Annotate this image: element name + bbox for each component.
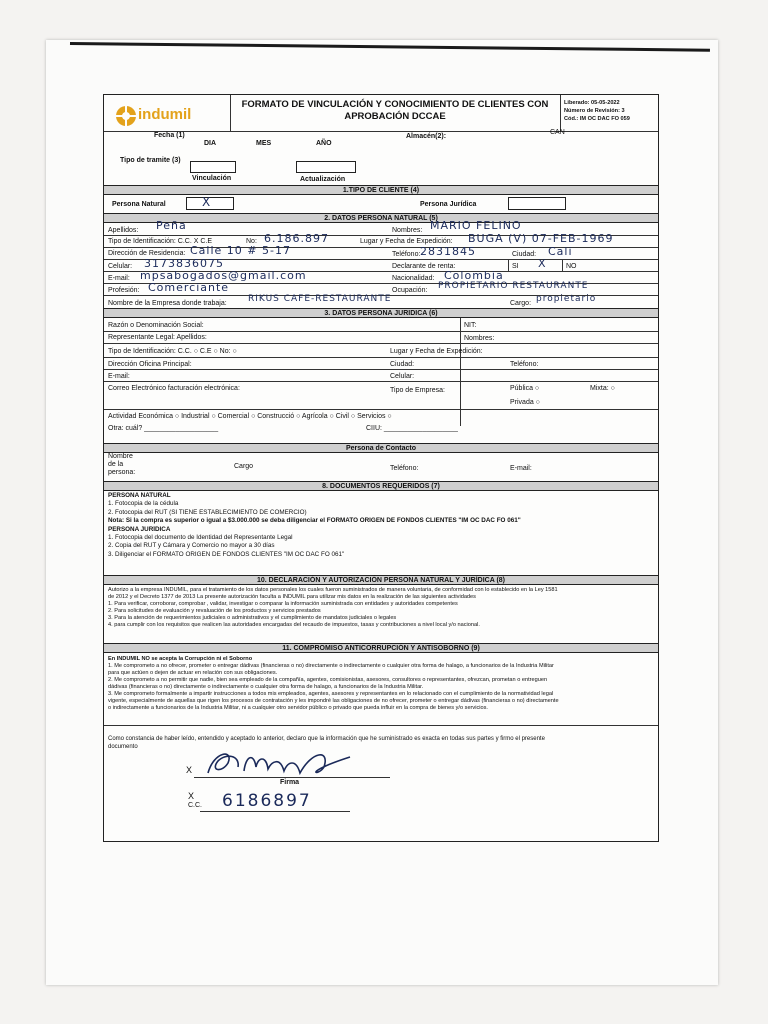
declaracion-line: de 2012 y el Decreto 1377 de 2013 La presente autorización faculta a INDUMIL para utilizar mis datos en la realización de las siguientes actividades [108, 594, 476, 600]
title-line-1: FORMATO DE VINCULACIÓN Y CONOCIMIENTO DE CLIENTES CON [241, 99, 549, 110]
direccion-label: Dirección de Residencia: [108, 250, 186, 257]
divider [104, 247, 658, 248]
cargo-value[interactable]: propietario [536, 294, 597, 304]
juridica-email-label: E-mail: [108, 373, 130, 380]
divider [230, 95, 231, 131]
ciudad-label: Ciudad: [512, 251, 537, 258]
lugar-value[interactable]: BUGA (V) 07-FEB-1969 [468, 232, 614, 245]
contacto-cargo-label: Cargo [234, 463, 254, 470]
email-label: E-mail: [108, 275, 130, 282]
section-persona-natural: 2. DATOS PERSONA NATURAL (5) [104, 213, 658, 223]
celular-value[interactable]: 3173836075 [144, 257, 224, 270]
nacionalidad-value[interactable]: Colombia [444, 269, 504, 282]
ocupacion-value[interactable]: PROPIETARIO RESTAURANTE [438, 281, 589, 291]
documento-item: Nota: Si la compra es superior o igual a $3.000.000 se deba diligenciar el FORMATO ORIGEN DE FONDOS CLIENTES "IM OC DAC FO 061" [108, 517, 521, 525]
vinculacion-checkbox[interactable] [190, 161, 236, 173]
actividad-economica-options[interactable]: Actividad Económica ○ Industrial ○ Comercial ○ Construcció ○ Agrícola ○ Civil ○ Servicios ○ [108, 413, 392, 420]
constancia-line-2: documento [108, 744, 138, 750]
nombres-value[interactable]: MARIO FELINO [430, 219, 522, 232]
juridica-lugar-label: Lugar y Fecha de Expedición: [390, 348, 483, 355]
compromiso-line: o indirectamente a funcionarios de la Industria Militar, ni a cualquier otro servidor público o privado que pueda influir en la compra de bienes y/o servicios. [108, 705, 488, 711]
section-declaracion: 10. DECLARACIÓN Y AUTORIZACIÓN PERSONA NATURAL Y JURÍDICA (8) [104, 575, 658, 585]
meta-codigo: Cód.: IM OC DAC FO 059 [564, 116, 630, 122]
document-meta [564, 99, 630, 123]
ano-label: AÑO [316, 140, 332, 147]
divider [104, 369, 658, 370]
persona-juridica-label: Persona Jurídica [420, 201, 477, 208]
compromiso-text [108, 656, 654, 712]
no-label: No: [246, 238, 257, 245]
fecha-label: Fecha (1) [154, 132, 185, 139]
divider [104, 381, 658, 382]
section-compromiso: 11. COMPROMISO ANTICORRUPCIÓN Y ANTISOBORNO (9) [104, 643, 658, 653]
declaracion-line: 2. Para solicitudes de evaluación y revaluación de los productos y servicios prestados [108, 608, 321, 614]
renta-label: Declarante de renta: [392, 263, 456, 270]
divider [104, 357, 658, 358]
representante-nombres-label: Nombres: [464, 335, 495, 342]
constancia-line-1: Como constancia de haber leído, entendido y aceptado lo anterior, declaro que la información que he suministrado es exacta en todas sus partes y firmo el presente [108, 736, 545, 742]
divider [508, 259, 509, 271]
juridica-celular-label: Celular: [390, 373, 415, 380]
nombres-label: Nombres: [392, 227, 423, 234]
ciudad-value[interactable]: Cali [548, 245, 573, 258]
profesion-label: Profesión: [108, 287, 140, 294]
direccion-value[interactable]: Calle 10 # 5-17 [190, 244, 291, 257]
telefono-label: Teléfono: [392, 251, 421, 258]
section-tipo-cliente: 1.TIPO DE CLIENTE (4) [104, 185, 658, 195]
contacto-nombre-line-1: Nombre [108, 453, 133, 460]
declaracion-line: 1. Para verificar, corroborar, comprobar , validar, investigar o comparar la información suministrada con entidades y autoridades competentes [108, 601, 458, 607]
tramite-label: Tipo de tramite (3) [120, 157, 181, 164]
no-value[interactable]: 6.186.897 [264, 232, 329, 245]
meta-revision: Número de Revisión: 3 [564, 108, 625, 114]
logo-text: indumil [138, 106, 192, 123]
cc-line [200, 811, 350, 812]
cc-value[interactable]: 6186897 [222, 791, 312, 811]
firma-x-mark: X [186, 765, 193, 775]
compromiso-line: vigente, especialmente de aquellas que rigen los procesos de contratación y les impondré las obligaciones de no ofrecer, prometer o entregar dádivas (financieras o no) directamente [108, 698, 559, 704]
renta-si-label: SI [512, 263, 519, 270]
renta-no-label: NO [566, 263, 577, 270]
documento-item: PERSONA NATURAL [108, 492, 171, 499]
juridica-tipo-id-label: Tipo de Identificación: C.C. ○ C.E ○ No: ○ [108, 348, 237, 355]
title-line-2: APROBACIÓN DCCAE [344, 111, 446, 122]
documento-item: PERSONA JURÍDICA [108, 525, 171, 533]
divider [104, 409, 658, 410]
declaracion-line: 4. para cumplir con los requisitos que realicen las autoridades encargadas del recaudo de impuestos, tasas y contribuciones a nivel local y/o nacional. [108, 622, 480, 628]
correo-facturacion-label: Correo Electrónico facturación electrónica: [108, 385, 240, 392]
divider [104, 131, 658, 132]
almacen-value: CAN [550, 129, 565, 136]
divider [104, 343, 658, 344]
lugar-label: Lugar y Fecha de Expedición: [360, 238, 453, 245]
contacto-email-label: E-mail: [510, 465, 532, 472]
persona-natural-label: Persona Natural [112, 201, 166, 208]
compromiso-line: En INDUMIL NO se acepta la Corrupción ni el Soborno [108, 656, 253, 662]
almacen-label: Almacén(2): [406, 133, 447, 140]
documento-item: 3. Diligenciar el FORMATO ORIGEN DE FONDOS CLIENTES "IM OC DAC FO 061" [108, 550, 345, 558]
ciiu-field[interactable]: CIIU: ___________________ [366, 425, 458, 432]
documento-item: 1. Fotocopia del documento de Identidad del Representante Legal [108, 534, 293, 542]
divider [560, 95, 561, 131]
meta-liberado: Liberado: 05-05-2022 [564, 100, 620, 106]
contacto-nombre-line-2: de la [108, 461, 124, 468]
section-persona-contacto: Persona de Contacto [104, 443, 658, 453]
juridica-ciudad-label: Ciudad: [390, 361, 415, 368]
cc-prefix-label: C.C. [188, 802, 202, 809]
cargo-label: Cargo: [510, 300, 532, 307]
compromiso-line: 3. Me comprometo formalmente a impartir instrucciones a todos mis empleados, agentes, asesores y representantes en lo relacionado con el cumplimiento de la normatividad legal [108, 691, 554, 697]
dia-label: DIA [204, 140, 217, 147]
actualizacion-label: Actualización [300, 176, 346, 183]
juridica-telefono-label: Teléfono: [510, 361, 539, 368]
profesion-value[interactable]: Comerciante [148, 281, 230, 294]
persona-juridica-checkbox[interactable] [508, 197, 566, 210]
client-form [103, 94, 659, 842]
apellidos-label: Apellidos: [108, 227, 139, 234]
declaracion-line: Autorizo a la empresa INDUMIL, para el tratamiento de los datos personales los cuales fueron suministrados de manera voluntaria, de conformidad con lo establecido en la Ley 1581 [108, 587, 558, 593]
ocupacion-label: Ocupación: [392, 287, 428, 294]
documentos-list [108, 492, 654, 559]
privada-option[interactable]: Privada ○ [510, 399, 540, 406]
section-persona-juridica: 3. DATOS PERSONA JURIDICA (6) [104, 308, 658, 318]
renta-si-mark[interactable]: X [538, 257, 547, 270]
vinculacion-label: Vinculación [192, 175, 232, 182]
firma-label: Firma [280, 779, 300, 786]
section-documentos: 8. DOCUMENTOS REQUERIDOS (7) [104, 481, 658, 491]
nacionalidad-label: Nacionalidad: [392, 275, 435, 282]
otra-cual-field[interactable]: Otra: cuál? ___________________ [108, 425, 219, 432]
telefono-value[interactable]: 2831845 [420, 245, 476, 258]
celular-label: Celular: [108, 263, 133, 270]
documento-item: 2. Fotocopia del RUT (SI TIENE ESTABLECIMIENTO DE COMERCIO) [108, 508, 307, 516]
contacto-telefono-label: Teléfono: [390, 465, 419, 472]
empresa-value[interactable]: RIKUS CAFE-RESTAURANTE [248, 294, 392, 304]
empresa-label: Nombre de la Empresa donde trabaja: [108, 300, 227, 307]
documento-item: 1. Fotocopia de la cédula [108, 500, 179, 508]
tipo-empresa-label: Tipo de Empresa: [390, 387, 445, 394]
publica-option[interactable]: Pública ○ [510, 385, 540, 392]
email-value[interactable]: mpsabogados@gmail.com [140, 269, 307, 282]
direccion-oficina-label: Dirección Oficina Principal: [108, 361, 192, 368]
mes-label: MES [256, 140, 272, 147]
actualizacion-checkbox[interactable] [296, 161, 356, 173]
declaracion-text [108, 587, 654, 629]
mixta-option[interactable]: Mixta: ○ [590, 385, 615, 392]
compromiso-line: 2. Me comprometo a no permitir que nadie, bien sea empleado de la compañía, agentes, comisionistas, asesores, consultores o representantes, ofrezcan, prometan o entreguen [108, 677, 548, 683]
form-title [234, 99, 556, 123]
documento-item: 2. Copia del RUT y Cámara y Comercio no mayor a 30 días [108, 542, 275, 550]
nit-label: NIT: [464, 322, 477, 329]
contacto-nombre-line-3: persona: [108, 469, 136, 476]
contacto-nombre-label [108, 453, 135, 477]
compromiso-line: 1. Me comprometo a no ofrecer, prometer o entregar dádivas (financieras o no) directamente o indirectamente o cualquier otra forma de halago, a funcionarios de la Industria Militar [108, 663, 554, 669]
divider [104, 725, 658, 726]
compromiso-line: dádivas (financieras o no) directamente o indirectamente o cualquier otra forma de halago, a funcionarios de la Industria Militar. [108, 684, 424, 690]
constancia-text [108, 735, 654, 751]
persona-natural-mark: X [202, 195, 212, 209]
firma-line [194, 777, 390, 778]
compromiso-line: para que actúen o dejen de actuar en relación con sus obligaciones. [108, 670, 278, 676]
divider [562, 259, 563, 271]
apellidos-value[interactable]: Peña [156, 219, 187, 232]
razon-label: Razón o Denominación Social: [108, 322, 204, 329]
representante-label: Representante Legal: Apellidos: [108, 334, 207, 341]
declaracion-line: 3. Para la atención de requerimientos judiciales o administrativos y el cumplimiento de mandatos judiciales o legales [108, 615, 397, 621]
tipo-id-label: Tipo de Identificación: C.C. X C.E [108, 238, 213, 245]
cc-x-mark: X [188, 791, 195, 801]
divider [104, 331, 658, 332]
